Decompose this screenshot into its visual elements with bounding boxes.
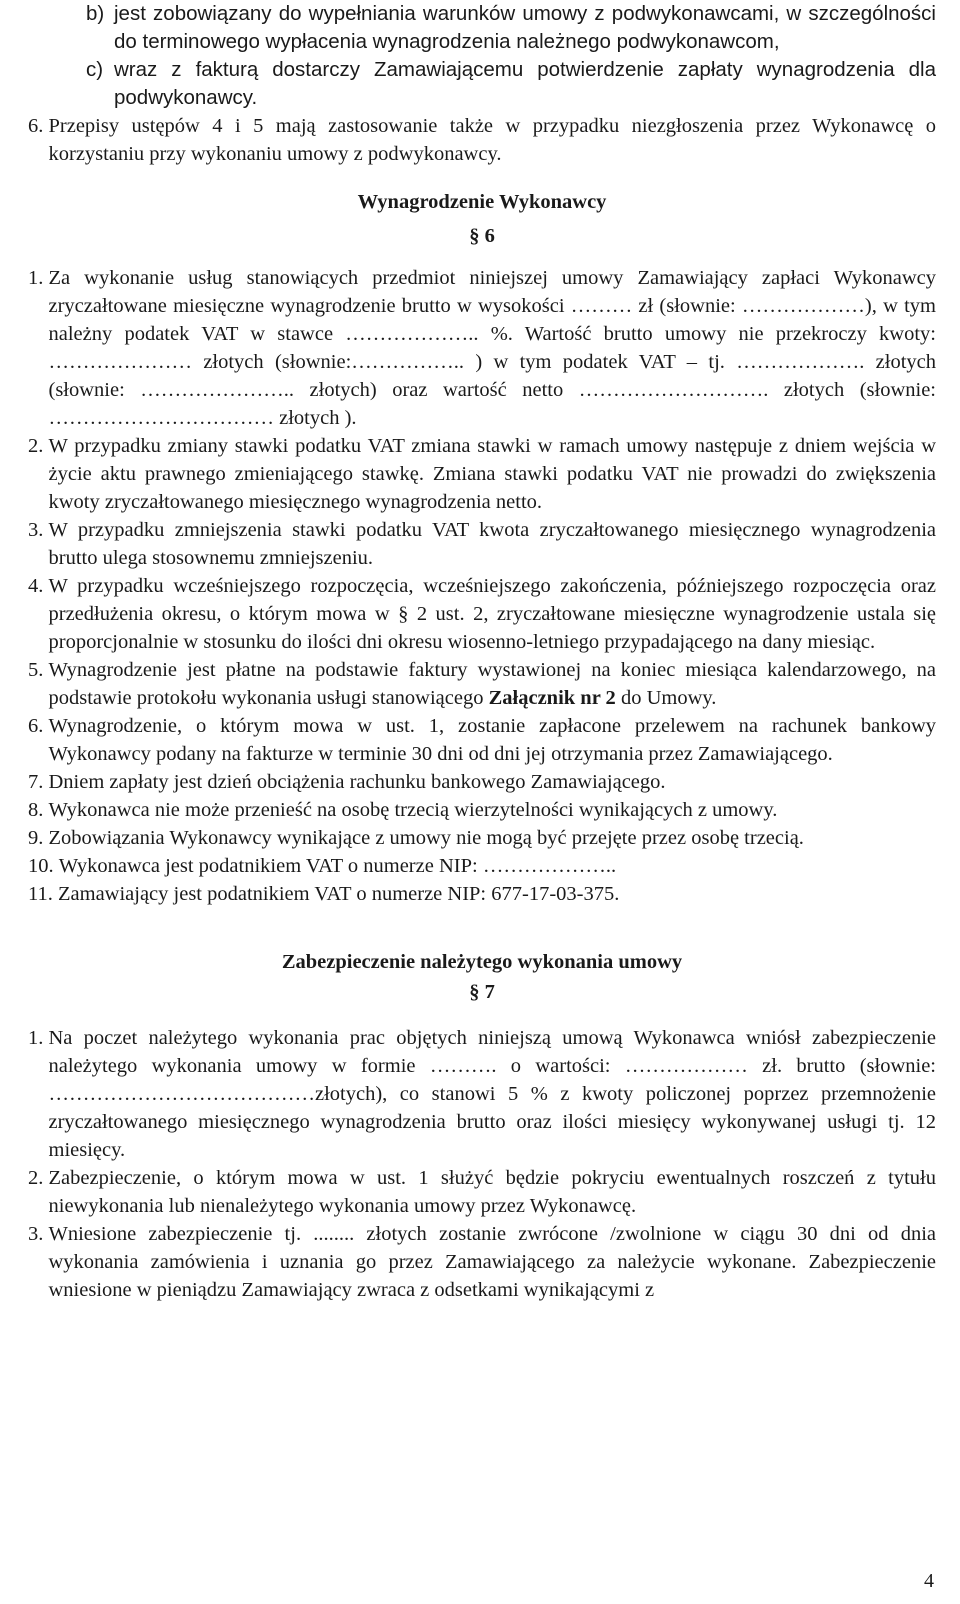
list-item: [28, 768, 936, 796]
item-marker: 11.: [28, 883, 58, 905]
section-heading: Zabezpieczenie należytego wykonania umowy: [281, 951, 683, 973]
item-text-part: do Umowy.: [615, 687, 717, 709]
item-text: [49, 656, 937, 712]
item-text: Wniesione zabezpieczenie tj. ........ złotych zostanie zwrócone /zwolnione w ciągu 30 dni od dnia wykonania zamówienia i uznania go przez Zamawiającego za należycie wykonane. Zabezpieczenie wniesione w pieniądzu Zamawiający zwraca z odsetkami wynikającymi z: [48, 1223, 936, 1301]
item-marker: 4.: [28, 575, 49, 597]
item-marker: c): [86, 58, 109, 81]
item-text: jest zobowiązany do wypełniania warunków umowy z podwykonawcami, w szczególności do terminowego wypłacenia wynagrodzenia należnego podwykonawcom,: [114, 2, 936, 53]
item-text: W przypadku wcześniejszego rozpoczęcia, wcześniejszego zakończenia, późniejszego rozpoczęcia oraz przedłużenia okresu, o którym mowa w § 2 ust. 2, zryczałtowane miesięczne wynagrodzenie ustala się proporcjonalnie w stosunku do ilości dni okresu wiosenno-letniego przypadającego na dany miesiąc.: [48, 575, 936, 653]
item-marker: 3.: [28, 519, 49, 541]
list-item: [28, 880, 936, 908]
page-number: 4: [924, 1570, 934, 1592]
list-item: [28, 1024, 936, 1164]
item-marker: 1.: [28, 267, 49, 289]
item-marker: 9.: [28, 827, 49, 849]
list-item-6: [28, 112, 936, 168]
item-marker: 6.: [28, 715, 49, 737]
item-marker: 8.: [28, 799, 49, 821]
section-symbol: § 6: [469, 225, 495, 247]
item-marker: 6.: [28, 115, 49, 137]
list-item: [28, 572, 936, 656]
item-marker: 5.: [28, 659, 49, 681]
item-text: W przypadku zmniejszenia stawki podatku VAT kwota zryczałtowanego miesięcznego wynagrodzenia brutto ulega stosownemu zmniejszeniu.: [48, 519, 936, 569]
list-item: [28, 432, 936, 516]
item-marker: 10.: [28, 855, 59, 877]
attachment-reference: Załącznik nr 2: [488, 687, 616, 709]
list-item-b: [28, 0, 936, 56]
item-text-part: Wynagrodzenie jest płatne na podstawie faktury wystawionej na koniec miesiąca kalendarzowego, na podstawie protokołu wykonania usługi stanowiącego: [48, 659, 936, 709]
item-marker: 7.: [28, 771, 49, 793]
item-text: Zabezpieczenie, o którym mowa w ust. 1 służyć będzie pokryciu ewentualnych roszczeń z tytułu niewykonania lub nienależytego wykonania umowy przez Wykonawcę.: [48, 1167, 936, 1217]
item-marker: 1.: [28, 1027, 49, 1049]
list-item: [28, 1220, 936, 1304]
item-text: Dniem zapłaty jest dzień obciążenia rachunku bankowego Zamawiającego.: [48, 771, 666, 793]
item-marker: 2.: [28, 1167, 49, 1189]
list-item: [28, 852, 936, 880]
list-item: [28, 516, 936, 572]
section-symbol: § 7: [469, 981, 495, 1003]
item-text: Przepisy ustępów 4 i 5 mają zastosowanie także w przypadku niezgłoszenia przez Wykonawcę o korzystaniu przy wykonaniu umowy z podwykonawcy.: [48, 115, 936, 165]
item-text: Za wykonanie usług stanowiących przedmiot niniejszej umowy Zamawiający zapłaci Wykonawcy zryczałtowane miesięczne wynagrodzenie brutto w wysokości ……… zł (słownie: ………………), w tym należny podatek VAT w stawce ……………….. %. Wartość brutto umowy nie przekroczy kwoty: ………………… złotych (słownie:…………….. ) w tym podatek VAT – tj. ………………. złotych (słownie: ………………….. złotych) oraz wartość netto ………………………. złotych (słownie: …………………………… złotych ).: [48, 267, 936, 429]
list-item: [28, 796, 936, 824]
item-text: W przypadku zmiany stawki podatku VAT zmiana stawki w ramach umowy następuje z dniem wejścia w życie aktu prawnego zmieniającego stawkę. Zmiana stawki podatku VAT nie prowadzi do zwiększenia kwoty zryczałtowanego miesięcznego wynagrodzenia netto.: [48, 435, 936, 513]
item-text: Zamawiający jest podatnikiem VAT o numerze NIP: 677-17-03-375.: [58, 883, 620, 905]
item-text: Wynagrodzenie, o którym mowa w ust. 1, zostanie zapłacone przelewem na rachunek bankowy Wykonawcy podany na fakturze w terminie 30 dni od dni jej otrzymania przez Zamawiającego.: [48, 715, 936, 765]
list-item-c: [28, 56, 936, 112]
item-text: wraz z fakturą dostarczy Zamawiającemu potwierdzenie zapłaty wynagrodzenia dla podwykonawcy.: [114, 58, 936, 109]
item-text: Zobowiązania Wykonawcy wynikające z umowy nie mogą być przejęte przez osobę trzecią.: [48, 827, 804, 849]
item-marker: 2.: [28, 435, 49, 457]
section-heading: Wynagrodzenie Wykonawcy: [357, 191, 607, 213]
list-item: [28, 824, 936, 852]
item-text: Na poczet należytego wykonania prac objętych niniejszą umową Wykonawca wniósł zabezpieczenie należytego wykonania umowy w formie ………. o wartości: ……………… zł. brutto (słownie: …………………………………złotych), co stanowi 5 % z kwoty policzonej poprzez przemnożenie zryczałtowanego miesięcznego wynagrodzenia brutto oraz ilości miesięcy wykonywanej usługi tj. 12 miesięcy.: [48, 1027, 936, 1161]
list-item: [28, 656, 936, 712]
list-item: [28, 264, 936, 432]
list-item: [28, 712, 936, 768]
item-text: Wykonawca nie może przenieść na osobę trzecią wierzytelności wynikających z umowy.: [48, 799, 778, 821]
item-marker: b): [86, 2, 110, 25]
list-item: [28, 1164, 936, 1220]
item-marker: 3.: [28, 1223, 49, 1245]
item-text: Wykonawca jest podatnikiem VAT o numerze NIP: ………………..: [58, 855, 617, 877]
document-page: [28, 0, 936, 1304]
